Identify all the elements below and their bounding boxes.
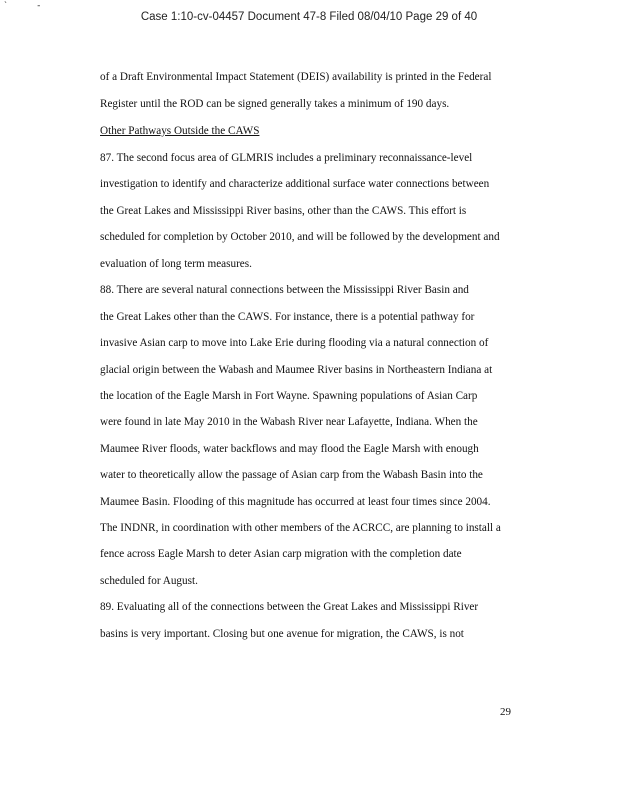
text-line: the Great Lakes and Mississippi River basins, other than the CAWS. This effort is bbox=[100, 205, 467, 217]
text-line: Maumee Basin. Flooding of this magnitude has occurred at least four times since 2004. bbox=[100, 496, 491, 508]
text-line: were found in late May 2010 in the Wabash River near Lafayette, Indiana. When the bbox=[100, 416, 478, 428]
text-line: scheduled for completion by October 2010, and will be followed by the development and bbox=[100, 231, 500, 243]
text-line: the location of the Eagle Marsh in Fort Wayne. Spawning populations of Asian Carp bbox=[100, 390, 478, 402]
text-line: Register until the ROD can be signed generally takes a minimum of 190 days. bbox=[100, 98, 450, 110]
text-line: The INDNR, in coordination with other members of the ACRCC, are planning to install a bbox=[100, 522, 501, 534]
text-line: invasive Asian carp to move into Lake Erie during flooding via a natural connection of bbox=[100, 337, 489, 349]
text-line: fence across Eagle Marsh to deter Asian carp migration with the completion date bbox=[100, 548, 462, 560]
paragraph-89-start: 89. Evaluating all of the connections between the Great Lakes and Mississippi River bbox=[100, 601, 479, 613]
page-number: 29 bbox=[500, 706, 511, 718]
text-line: evaluation of long term measures. bbox=[100, 258, 252, 270]
text-line: the Great Lakes other than the CAWS. For instance, there is a potential pathway for bbox=[100, 311, 475, 323]
text-line: scheduled for August. bbox=[100, 575, 198, 587]
text-line: water to theoretically allow the passage of Asian carp from the Wabash Basin into the bbox=[100, 469, 483, 481]
scan-corner-marks: ` - bbox=[4, 0, 55, 10]
paragraph-87-start: 87. The second focus area of GLMRIS includes a preliminary reconnaissance-level bbox=[100, 152, 473, 164]
text-line: Maumee River floods, water backflows and may flood the Eagle Marsh with enough bbox=[100, 443, 479, 455]
paragraph-88-start: 88. There are several natural connections between the Mississippi River Basin and bbox=[100, 284, 469, 296]
text-line: of a Draft Environmental Impact Statement (DEIS) availability is printed in the Federal bbox=[100, 71, 492, 83]
section-heading: Other Pathways Outside the CAWS bbox=[100, 125, 260, 137]
case-header: Case 1:10-cv-04457 Document 47-8 Filed 08/04/10 Page 29 of 40 bbox=[140, 11, 478, 23]
text-line: glacial origin between the Wabash and Maumee River basins in Northeastern Indiana at bbox=[100, 364, 493, 376]
text-line: investigation to identify and characterize additional surface water connections between bbox=[100, 178, 490, 190]
text-line: basins is very important. Closing but one avenue for migration, the CAWS, is not bbox=[100, 628, 464, 640]
